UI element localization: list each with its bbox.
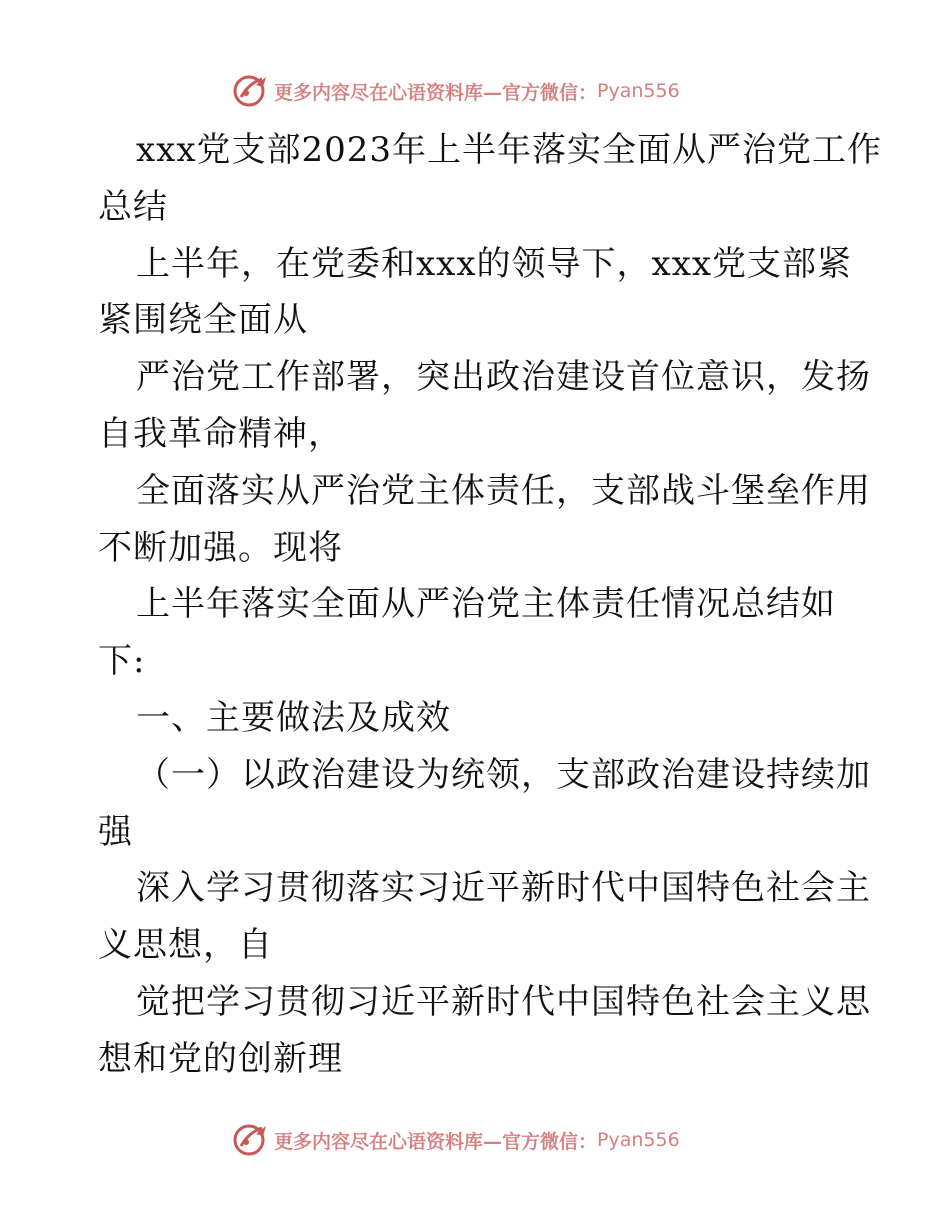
banner-contact: Pyan556 (597, 1129, 680, 1151)
body-text-line: 全面落实从严治党主体责任，支部战斗堡垒作用 (136, 470, 871, 511)
body-text-line: 下: (98, 641, 146, 682)
body-text-line: 紧围绕全面从 (98, 300, 308, 341)
body-text-line: 强 (98, 811, 133, 852)
brand-logo-icon (232, 73, 270, 109)
banner-contact: Pyan556 (597, 80, 680, 102)
body-text-line: 义思想，自 (98, 925, 273, 966)
body-text-line: 一、主要做法及成效 (136, 697, 451, 738)
body-text-line: xxx党支部2023年上半年落实全面从严治党工作 (136, 130, 883, 170)
body-text-line: 自我革命精神， (98, 413, 343, 454)
banner-text: 更多内容尽在心语资料库—官方微信： (274, 81, 598, 104)
body-text-line: 总结 (98, 186, 168, 227)
brand-logo-icon (232, 1122, 270, 1158)
body-text-line: 上半年，在党委和xxx的领导下，xxx党支部紧 (136, 243, 853, 284)
banner-text: 更多内容尽在心语资料库—官方微信： (274, 1130, 598, 1153)
body-text-line: 觉把学习贯彻习近平新时代中国特色社会主义思 (136, 981, 871, 1022)
body-text-line: 不断加强。现将 (98, 527, 343, 568)
header-watermark-banner (232, 71, 680, 111)
document-body (98, 122, 883, 1088)
body-text-line: 上半年落实全面从严治党主体责任情况总结如 (136, 584, 836, 625)
body-text-line: 严治党工作部署，突出政治建设首位意识，发扬 (136, 357, 871, 398)
body-text-line: （一）以政治建设为统领，支部政治建设持续加 (136, 754, 871, 795)
body-text-line: 深入学习贯彻落实习近平新时代中国特色社会主 (136, 868, 871, 909)
body-text-line: 想和党的创新理 (98, 1038, 343, 1079)
footer-watermark-banner (232, 1120, 680, 1160)
